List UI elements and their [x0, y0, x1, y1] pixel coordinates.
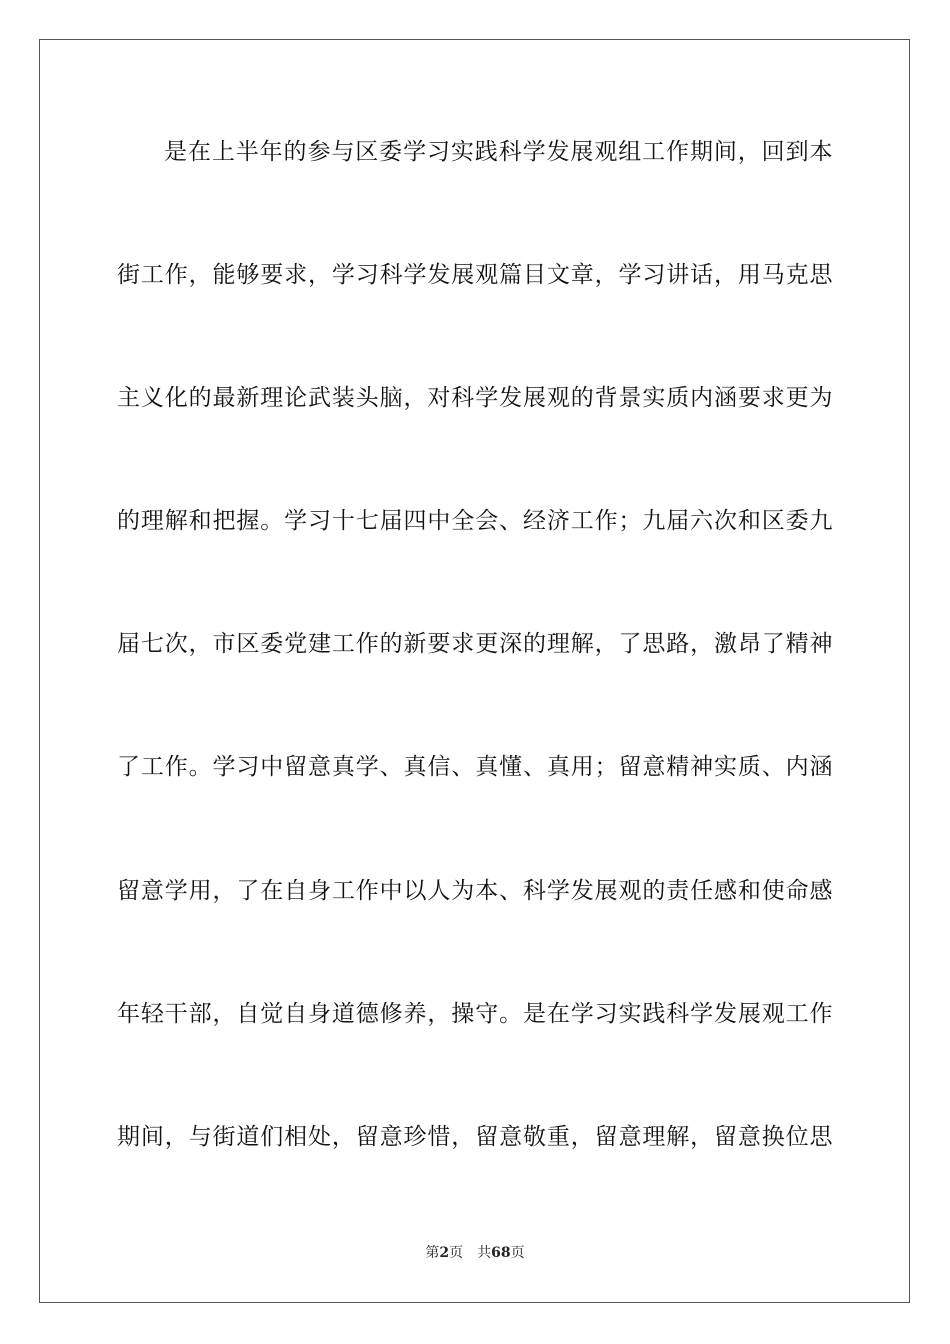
body-text-line: 主义化的最新理论武装头脑，对科学发展观的背景实质内涵要求更为 — [117, 385, 833, 411]
total-suffix: 页 — [510, 1245, 525, 1261]
body-text-line: 期间，与街道们相处，留意珍惜，留意敬重，留意理解，留意换位思 — [117, 1124, 833, 1150]
page-prefix: 第 — [425, 1245, 440, 1261]
total-pages-number: 68 — [491, 1245, 511, 1261]
body-text-line: 的理解和把握。学习十七届四中全会、经济工作；九届六次和区委九 — [117, 508, 833, 534]
page-suffix: 页 — [449, 1245, 464, 1261]
body-text-line: 了工作。学习中留意真学、真信、真懂、真用；留意精神实质、内涵 — [117, 754, 833, 780]
current-page-number: 2 — [439, 1245, 450, 1261]
body-text-line: 年轻干部，自觉自身道德修养，操守。是在学习实践科学发展观工作 — [117, 1001, 833, 1027]
body-text-line: 届七次，市区委党建工作的新要求更深的理解，了思路，激昂了精神 — [117, 631, 833, 657]
page-border — [39, 39, 910, 1303]
page-footer — [0, 1244, 950, 1262]
body-text-line: 街工作，能够要求，学习科学发展观篇目文章，学习讲话，用马克思 — [117, 262, 833, 288]
body-text-line: 留意学用，了在自身工作中以人为本、科学发展观的责任感和使命感 — [117, 878, 833, 904]
body-text-line: 是在上半年的参与区委学习实践科学发展观组工作期间，回到本 — [164, 139, 833, 165]
total-prefix: 共 — [477, 1245, 492, 1261]
